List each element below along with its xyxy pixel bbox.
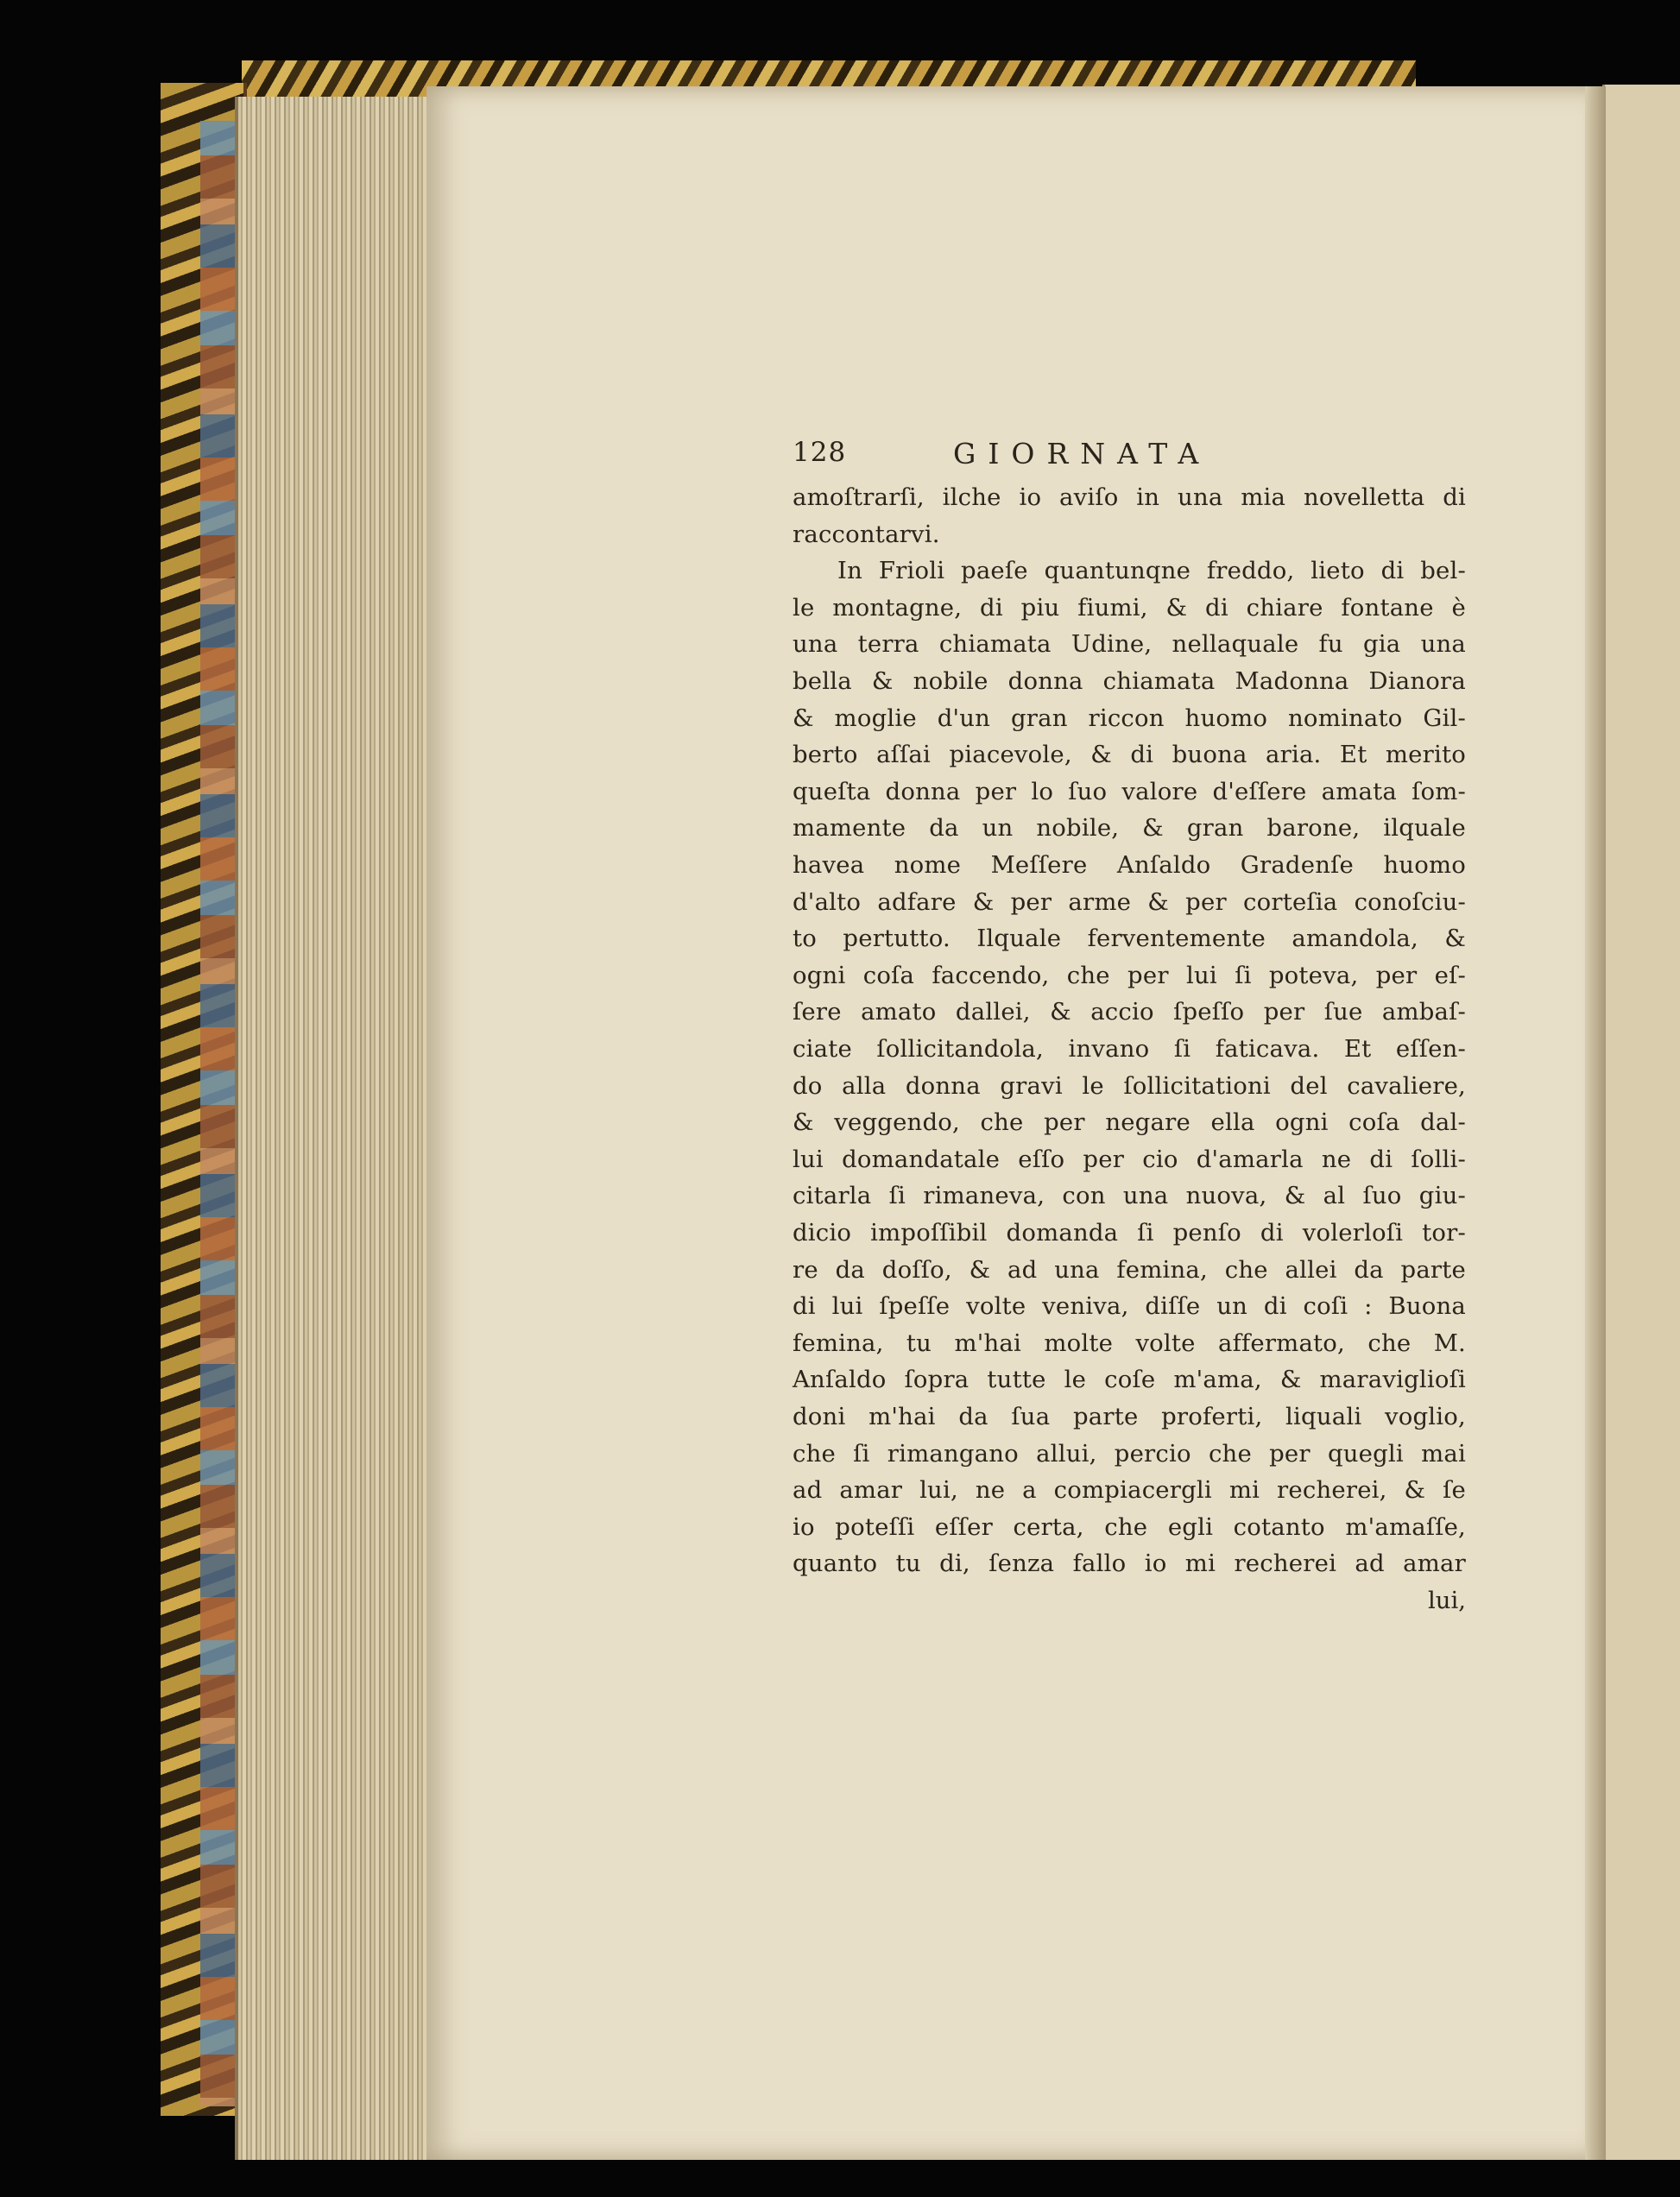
- text-line: do alla donna gravi le ſollicitationi del cavaliere,: [793, 1071, 1466, 1100]
- text-line: le montagne, di piu fiumi, & di chiare fontane è: [793, 593, 1466, 622]
- text-line: una terra chiamata Udine, nellaquale fu gia una: [793, 630, 1466, 659]
- text-line: & moglie d'un gran riccon huomo nominato Gil-: [793, 704, 1466, 732]
- gutter-shadow: [1585, 86, 1606, 2160]
- text-line: ſere amato dallei, & accio ſpeſſo per ſue ambaſ-: [793, 998, 1466, 1026]
- catchword: lui,: [1427, 1587, 1466, 1614]
- text-line: ciate ſollicitandola, invano ſi faticava. Et eſſen-: [793, 1035, 1466, 1063]
- text-line: re da doſſo, & ad una femina, che allei da parte: [793, 1255, 1466, 1284]
- text-line: Anſaldo ſopra tutte le coſe m'ama, & maraviglioſi: [793, 1366, 1466, 1394]
- text-line: di lui ſpeſſe volte veniva, diſſe un di coſi : Buona: [793, 1292, 1466, 1321]
- page-edges: [235, 97, 430, 2160]
- running-head: GIORNATA: [953, 437, 1211, 470]
- text-line: queſta donna per lo ſuo valore d'eſſere amata ſom-: [793, 777, 1466, 805]
- text-line: to pertutto. Ilquale ferventemente amandola, &: [793, 925, 1466, 953]
- text-line: ogni coſa faccendo, che per lui ſi poteva, per eſ-: [793, 961, 1466, 989]
- text-line: havea nome Meſſere Anſaldo Gradenſe huomo: [793, 851, 1466, 879]
- text-line: raccontarvi.: [793, 520, 940, 548]
- text-line: amoſtrarſi, ilche io aviſo in una mia novelletta di: [793, 483, 1466, 511]
- page-number: 128: [793, 437, 847, 468]
- text-line: quanto tu di, ſenza fallo io mi recherei ad amar: [793, 1550, 1466, 1578]
- text-line: citarla ſi rimaneva, con una nuova, & al ſuo giu-: [793, 1182, 1466, 1210]
- text-line: doni m'hai da ſua parte proferti, liquali voglio,: [793, 1403, 1466, 1430]
- text-line: In Frioli paeſe quantunqne freddo, lieto di bel-: [837, 557, 1466, 585]
- text-line: ad amar lui, ne a compiacergli mi recherei, & ſe: [793, 1476, 1466, 1505]
- facing-page: [1602, 85, 1680, 2160]
- text-block: [793, 432, 1466, 1614]
- text-line: berto aſſai piacevole, & di buona aria. Et merito: [793, 741, 1466, 769]
- text-line: femina, tu m'hai molte volte affermato, che M.: [793, 1329, 1466, 1357]
- running-head-row: [793, 437, 1466, 478]
- marbled-endpaper: [200, 121, 237, 2106]
- text-line: bella & nobile donna chiamata Madonna Dianora: [793, 667, 1466, 695]
- text-line: che ſi rimangano allui, percio che per quegli mai: [793, 1439, 1466, 1468]
- text-line: & veggendo, che per negare ella ogni coſa dal-: [793, 1108, 1466, 1137]
- text-line: dicio impoſſibil domanda ſi penſo di volerloſi tor-: [793, 1219, 1466, 1247]
- text-line: mamente da un nobile, & gran barone, ilquale: [793, 814, 1466, 843]
- text-line: d'alto adfare & per arme & per corteſia conoſciu-: [793, 887, 1466, 916]
- text-line: lui domandatale eſſo per cio d'amarla ne di ſolli-: [793, 1145, 1466, 1173]
- text-line: io poteſſi eſſer certa, che egli cotanto m'amaſſe,: [793, 1512, 1466, 1541]
